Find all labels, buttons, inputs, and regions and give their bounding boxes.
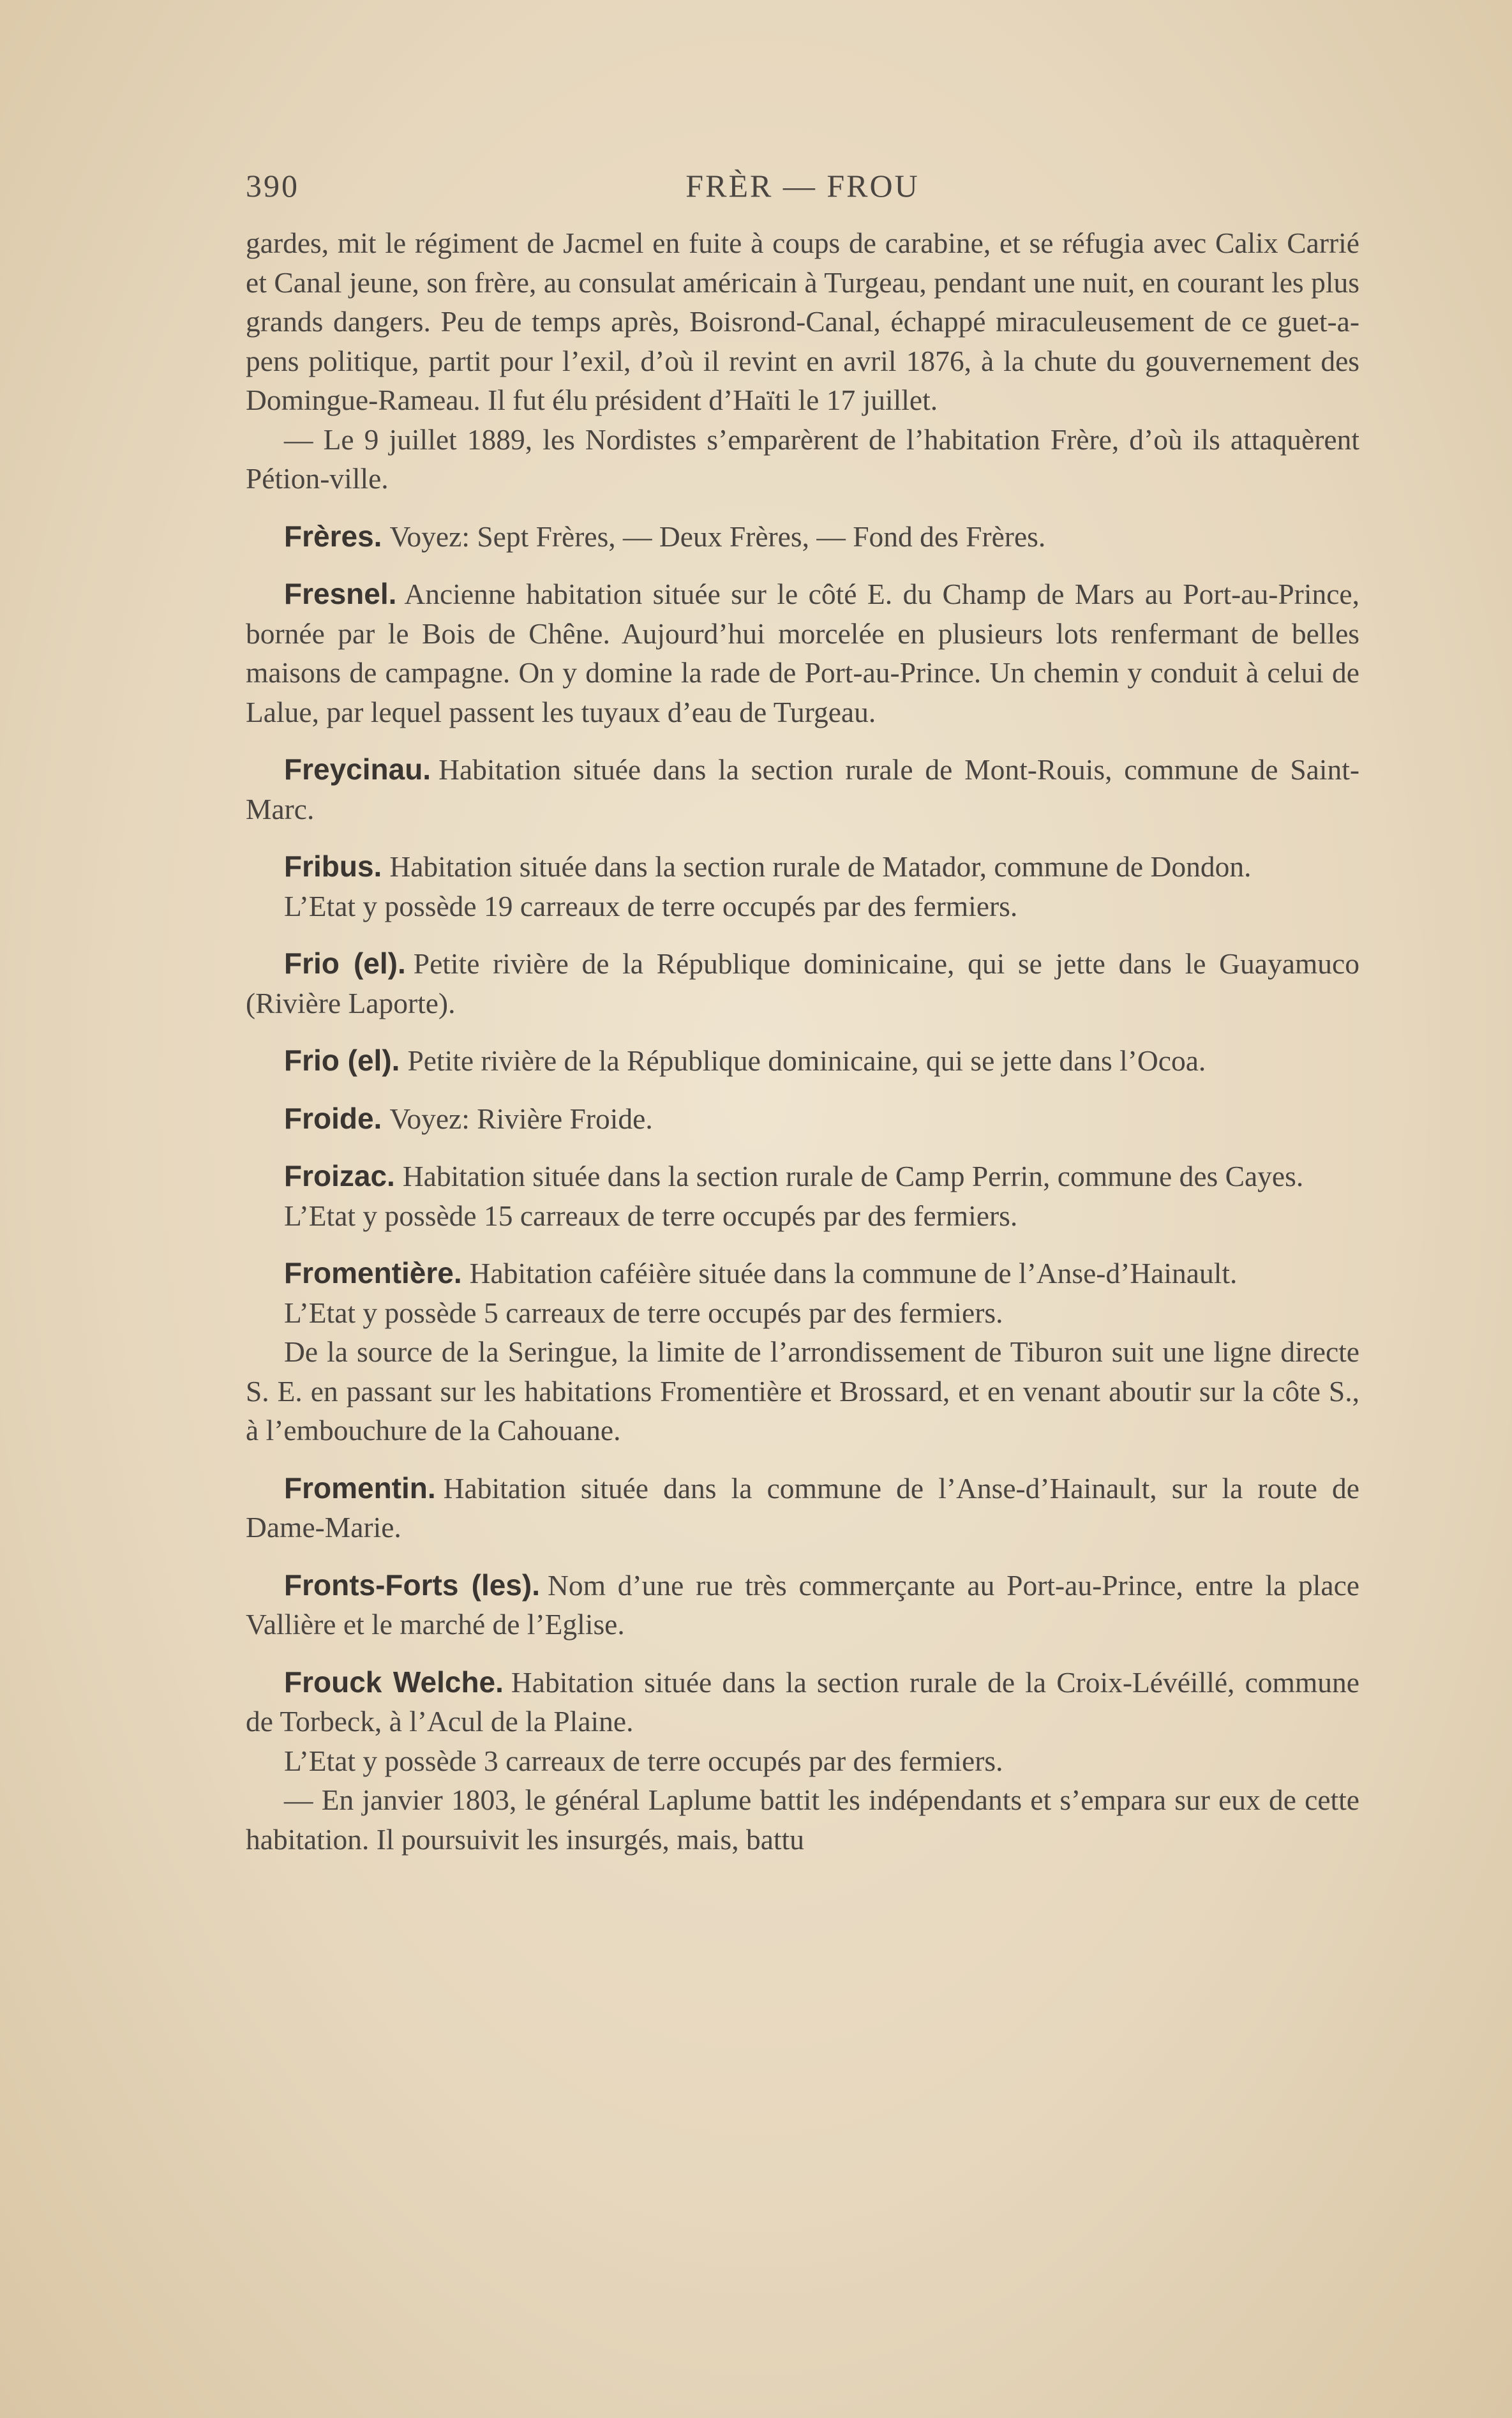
dictionary-entry: Frio (el). Petite rivière de la République dominicaine, qui se jette dans l’Ocoa.: [284, 1044, 1206, 1077]
running-head: FRÈR — FROU: [685, 168, 920, 204]
paragraph: L’Etat y possède 3 carreaux de terre occupés par des fermiers.: [284, 1744, 1003, 1777]
dictionary-entry: Frères. Voyez: Sept Frères, — Deux Frères, — Fond des Frères.: [284, 519, 1046, 553]
paragraph: gardes, mit le régiment de Jacmel en fuite à coups de carabine, et se réfugia avec Calix Carrié et Canal jeune, son frère, au consulat américain à Turgeau, pendant une nuit, en courant les plus grands dangers. Peu de temps après, Boisrond-Canal, échappé miraculeusement de ce guet-a-pens politique, partit pour l’exil, d’où il revint en avril 1876, à la chute du gouvernement des Domingue-Rameau. Il fut élu président d’Haïti le 17 juillet.: [246, 227, 1359, 416]
dictionary-entry: Froide. Voyez: Rivière Froide.: [284, 1101, 653, 1135]
entry-headword: Frouck Welche.: [284, 1665, 504, 1699]
dictionary-entry: Frouck Welche. Habitation située dans la section rurale de la Croix-Lévéillé, commune de Torbeck, à l’Acul de la Plaine.: [246, 1665, 1359, 1738]
entry-headword: Fresnel.: [284, 577, 397, 610]
body-text: [246, 223, 1359, 1859]
entry-headword: Freycinau.: [284, 753, 431, 786]
paragraph: De la source de la Seringue, la limite de l’arrondissement de Tiburon suit une ligne directe S. E. en passant sur les habitations Fromentière et Brossard, et en venant aboutir sur la côte S., à l’embouchure de la Cahouane.: [246, 1335, 1359, 1446]
paragraph: L’Etat y possède 15 carreaux de terre occupés par des fermiers.: [284, 1199, 1018, 1232]
page-number: 390: [246, 168, 299, 204]
dictionary-entry: Fromentière. Habitation caféière située dans la commune de l’Anse-d’Hainault.: [284, 1256, 1238, 1289]
paragraph: L’Etat y possède 5 carreaux de terre occupés par des fermiers.: [284, 1296, 1003, 1329]
entry-headword: Frio (el).: [284, 1044, 400, 1077]
entry-headword: Fromentin.: [284, 1471, 436, 1505]
entry-headword: Fronts-Forts (les).: [284, 1568, 540, 1602]
entry-headword: Froide.: [284, 1101, 382, 1135]
entry-headword: Fromentière.: [284, 1256, 462, 1289]
entry-headword: Froizac.: [284, 1159, 395, 1192]
paragraph: — Le 9 juillet 1889, les Nordistes s’emparèrent de l’habitation Frère, d’où ils attaquèrent Pétion-ville.: [246, 423, 1359, 495]
entry-headword: Frères.: [284, 519, 382, 553]
entry-headword: Fribus.: [284, 850, 382, 883]
dictionary-entry: Fresnel. Ancienne habitation située sur le côté E. du Champ de Mars au Port-au-Prince, bornée par le Bois de Chêne. Aujourd’hui morcelée en plusieurs lots renfermant de belles maisons de campagne. On y domine la rade de Port-au-Prince. Un chemin y conduit à celui de Lalue, par lequel passent les tuyaux d’eau de Turgeau.: [246, 577, 1359, 728]
dictionary-entry: Fribus. Habitation située dans la section rurale de Matador, commune de Dondon.: [284, 850, 1252, 883]
dictionary-entry: Fronts-Forts (les). Nom d’une rue très commerçante au Port-au-Prince, entre la place Vallière et le marché de l’Eglise.: [246, 1568, 1359, 1641]
dictionary-entry: Froizac. Habitation située dans la section rurale de Camp Perrin, commune des Cayes.: [284, 1159, 1304, 1192]
paragraph: L’Etat y possède 19 carreaux de terre occupés par des fermiers.: [284, 889, 1018, 922]
entry-headword: Frio (el).: [284, 947, 406, 980]
dictionary-entry: Frio (el). Petite rivière de la République dominicaine, qui se jette dans le Guayamuco (Rivière Laporte).: [246, 947, 1359, 1019]
page-header: [246, 167, 1359, 212]
paragraph: — En janvier 1803, le général Laplume battit les indépendants et s’empara sur eux de cette habitation. Il poursuivit les insurgés, mais, battu: [246, 1783, 1359, 1856]
dictionary-entry: Fromentin. Habitation située dans la commune de l’Anse-d’Hainault, sur la route de Dame-Marie.: [246, 1471, 1359, 1543]
dictionary-entry: Freycinau. Habitation située dans la section rurale de Mont-Rouis, commune de Saint-Marc.: [246, 753, 1359, 825]
